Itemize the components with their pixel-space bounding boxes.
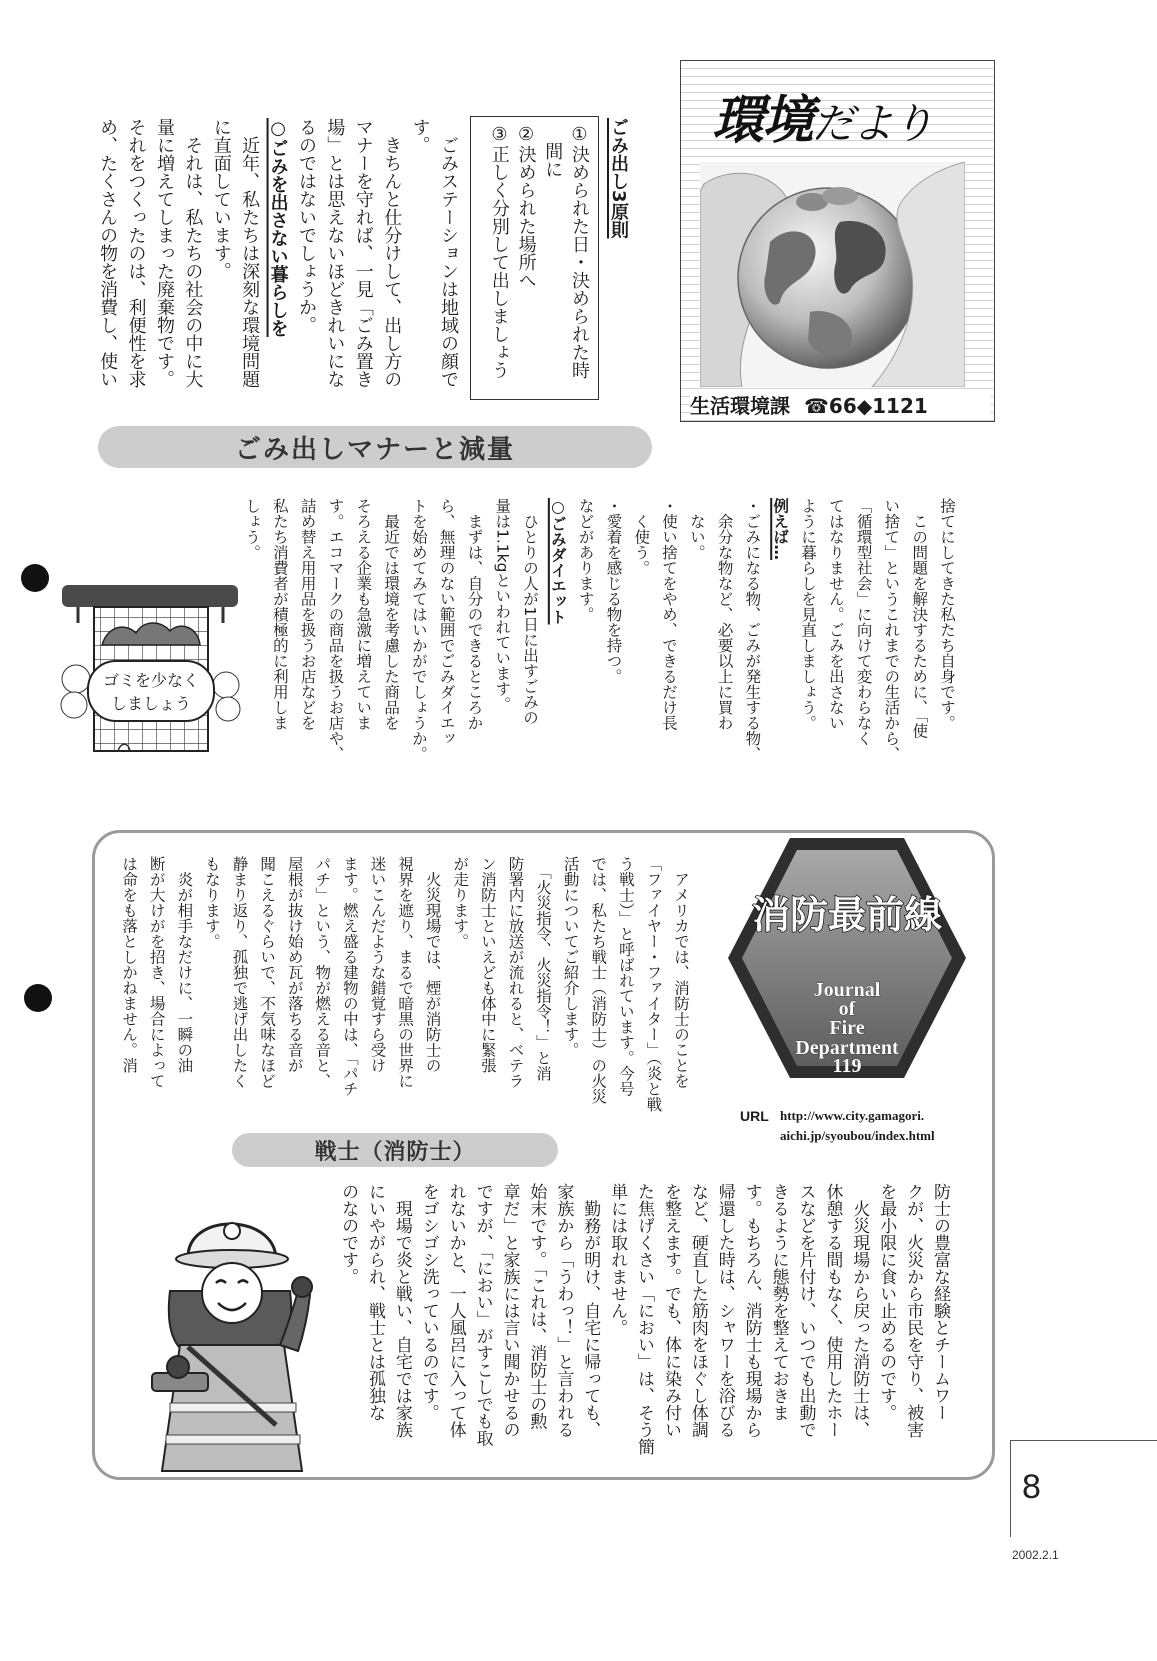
text-column: ごみステーションは地域の顔で [438,118,459,388]
text-column: 屋根が抜け始め瓦が落ちる音が [285,856,304,1073]
text-column: ・愛着を感じる物を持つ。 [604,498,623,684]
text-column: 聞こえるぐらいで、不気味なほど [258,856,277,1089]
section-heading: 例えば… [771,498,790,560]
text-column: た焦げくさい「におい」は、そう簡 [634,1183,655,1455]
finger [822,187,858,205]
text-column: は命をも落としかねません。消 [120,856,139,1073]
text-column: ②決められた場所へ [515,124,537,289]
text-column: では、私たち戦士（消防士）の火災 [589,856,608,1104]
logo-subtitle-line: Journal [813,979,881,1001]
text-column: 休憩する間もなく、使用したホー [822,1183,843,1438]
text-column: 量に増えてしまった廃棄物です。 [153,118,175,388]
section-heading: ○ごみダイエット [548,498,567,625]
text-column: す。もちろん、消防士も現場から [741,1183,762,1438]
text-column: ①決められた日・決められた時 [569,124,590,379]
text-column: ように暮らしを見直しましょう。 [799,498,818,731]
logo-subtitle-line: of [838,998,856,1020]
text-column: を最小限に食い止めるのです。 [876,1183,897,1421]
text-column: 現場で炎と戦い、自宅では家族 [391,1183,412,1438]
station-roof [62,585,238,607]
text-column: く使う。 [632,498,651,576]
text-column: す。エコマークの商品を扱うお店や、 [326,498,345,762]
text-column: 炎が相手なだけに、一瞬の油 [175,856,194,1073]
text-column: が走ります。 [451,856,470,949]
bush [61,692,87,718]
text-column: 帰還した時は、シャワーを浴びる [714,1183,735,1438]
text-column: す。 [409,118,431,154]
text-column: ない。 [687,498,706,560]
text-column: 勤務が明け、自宅に帰っても、 [580,1183,601,1438]
sign-text-line: しましょう [110,694,192,713]
newsletter-title-sub: だより [812,99,933,148]
text-column: 家族から「うわっ！」と言われる [553,1183,574,1438]
text-column: もなります。 [202,856,221,949]
helmet-badge [224,1223,240,1239]
text-column: ン消防士といえども体中に緊張 [478,856,497,1073]
text-column: それをつくったのは、利便性を求 [125,118,147,388]
text-column: 詰め替え用用品を扱うお店などを [298,498,317,731]
text-column: この問題を解決するために、「使 [910,498,929,739]
fire-article-lower-text [334,1183,953,1465]
logo-title: 消防最前線 [751,893,943,937]
garbage-station-illustration [58,575,243,757]
text-column: 「循環型社会」に向けて変わらなく [854,498,873,746]
text-column: きるように態勢を整えておきま [768,1183,789,1421]
text-column: 私たち消費者が積極的に利用しま [270,498,289,731]
text-column: 量は1.1kgといわれています。 [493,498,512,712]
department-name: 生活環境課 [690,394,790,418]
text-column: 視界を遮り、まるで暗黒の世界に [396,856,415,1089]
bush [216,697,240,721]
text-column: にいやがられ、戦士とは孤独な [364,1183,385,1421]
text-column: れないかと、一人風呂に入って体 [445,1183,466,1438]
text-column: ひとりの人が1日に出すごみの [521,498,540,725]
thumbs-up-glove [292,1277,312,1297]
bush [213,672,239,698]
text-column: パチ」という、物が燃える音と、 [313,856,332,1089]
text-column: 「火災指令、火災指令！」と消 [534,856,553,1081]
section-banner-firefighter: 戦士（消防士） [232,1133,558,1167]
url-label: URL [740,1108,769,1124]
section-banner-garbage: ごみ出しマナーと減量 [98,426,652,468]
text-column: てはなりません。ごみを出さない [826,498,845,731]
text-column: など、硬直した筋肉をほぐし体調 [687,1183,708,1438]
sign-text-line: ゴミを少なく [102,671,200,690]
fire-article-upper-text [114,856,694,1128]
text-column: 「ファイヤー・ファイター」（炎と戦 [644,856,663,1112]
article-middle-text [237,498,960,773]
text-column: まずは、自分のできるところか [465,498,484,731]
text-column: 火災現場から戻った消防士は、 [849,1183,870,1438]
text-column: それは、私たちの社会の中に大 [182,118,204,388]
page-number: 8 [1022,1468,1041,1506]
text-column: 近年、私たちは深刻な環境問題 [239,118,261,388]
text-column: ・ごみになる物、ごみが発生する物、 [743,498,762,762]
url-text-line: aichi.jp/syoubou/index.html [780,1128,935,1143]
rules-list [485,124,592,394]
text-column: ・使い捨てをやめ、できるだけ長 [660,498,679,731]
text-column: しょう。 [243,498,262,560]
text-column: スなどを片付け、いつでも出動で [795,1183,816,1438]
logo-subtitle-line: Fire [829,1017,865,1039]
text-column: い捨て」というこれまでの生活から、 [882,498,901,762]
text-column: きちんと仕分けして、出し方の [381,118,403,388]
rules-heading: ごみ出し3原則 [608,118,629,239]
binder-hole [24,984,52,1012]
department-contact [690,390,990,419]
text-column: 最近では環境を考慮した商品を [382,498,401,731]
text-column: 火災現場では、煙が消防士の [423,856,442,1073]
logo-subtitle-line: Department [795,1037,899,1059]
text-column: ます。燃え盛る建物の中は、「パチ [340,856,359,1097]
text-column: などがあります。 [576,498,595,622]
text-column: をゴシゴシ洗っているのです。 [418,1183,439,1421]
text-column: トを始めてみてはいかがでしょうか。 [409,498,428,762]
firefighter-face [202,1263,262,1323]
text-column: 防署内に放送が流れると、ベテラ [506,856,525,1089]
text-column: るのではないでしょうか。 [295,118,317,334]
text-column: 場」とは思えないほどきれいにな [324,118,346,388]
text-column: う戦士）」と呼ばれています。今号 [616,856,635,1097]
text-column: を整えます。でも、体に染み付い [660,1183,681,1438]
text-column: 章だ」と家族には言い聞かせるの [499,1183,520,1438]
text-column: クが、火災から市民を守り、被害 [903,1183,924,1438]
gloved-hand [167,1356,189,1378]
text-column: マナーを守れば、一見「ごみ置き [352,118,374,388]
text-column: 静まり返り、孤独で逃げ出したく [230,856,249,1089]
url-text-line: http://www.city.gamagori. [780,1108,925,1123]
newsletter-title-main: 環境 [712,90,813,151]
firefighter-illustration [148,1195,318,1473]
bush [62,665,90,693]
issue-date: 2002.2.1 [1012,1548,1059,1562]
reflective-stripe [166,1435,300,1444]
text-column: め、たくさんの物を消費し、使い [97,118,119,388]
text-column: に直面しています。 [210,118,232,280]
section-heading: ○ごみを出さない暮らしを [267,118,289,337]
text-column: 始末です。「これは、消防士の勲 [526,1183,547,1430]
text-column: 迷いこんだような錯覚すら受け [368,856,387,1073]
text-column: 断が大けがを招き、場合によって [147,856,166,1089]
text-column: ら、無理のない範囲でごみダイエッ [437,498,456,746]
article-top-text [93,118,462,400]
text-column: そろえる企業も急激に増えていま [354,498,373,731]
fire-journal-logo [726,836,968,1080]
text-column: アメリカでは、消防士のことを [672,856,690,1089]
text-column: 間に [542,124,564,178]
text-column: ですが、「におい」がすこしでも取 [472,1183,493,1447]
hands-holding-globe-photo [700,162,965,387]
phone-number: ☎66◆1121 [804,394,928,418]
logo-subtitle-line: 119 [832,1055,862,1077]
text-column: ③正しく分別して出しましょう [488,124,510,379]
text-column: 余分な物など、必要以上に買わ [715,498,734,731]
text-column: のなのです。 [338,1183,359,1285]
reflective-stripe [170,1403,296,1412]
text-column: 防士の豊富な経験とチームワー [930,1183,950,1421]
text-column: 活動についてご紹介します。 [561,856,580,1058]
newsletter-title [712,78,932,153]
text-column: 単には取れません。 [607,1183,628,1336]
text-column: 捨てにしてきた私たち自身です。 [938,498,956,731]
binder-hole [21,564,49,592]
